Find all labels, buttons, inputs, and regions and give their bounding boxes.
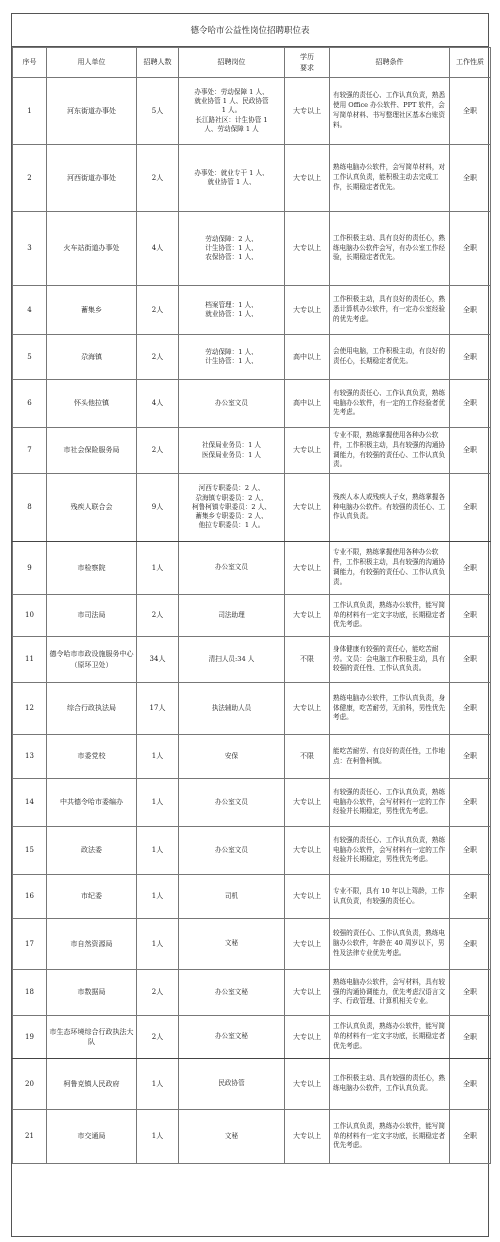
table-row: [13, 212, 491, 286]
cell-count: 2人: [137, 145, 179, 212]
cell-unit: 市交通局: [47, 1110, 137, 1164]
position-line: 办公室文员: [215, 797, 248, 806]
position-line: 劳动保障：1 人、: [205, 347, 258, 356]
position-line: 办公室文员: [215, 845, 248, 854]
table-row: [13, 380, 491, 428]
position-line: 计生协管：1 人、: [205, 357, 258, 365]
table-row: [13, 683, 491, 735]
cell-education: 大专以上: [285, 827, 330, 875]
position-line: 办事处：劳动保障 1 人、: [194, 87, 269, 96]
header-row: [13, 48, 491, 78]
cell-requirements: 工作认真负责，熟练办公软件，能写简单的材料有一定文字功底，长期稳定者优先考虑。: [330, 595, 450, 637]
position-line: 柯鲁柯镇专职委员：2 人、: [192, 502, 271, 511]
position-line: 文秘: [224, 939, 239, 948]
cell-seq: 2: [13, 145, 47, 212]
cell-position: [179, 919, 285, 970]
cell-count: 2人: [137, 428, 179, 474]
position-line: 就业协管 1 人、: [207, 178, 256, 186]
position-line: 办公室文秘: [215, 987, 248, 996]
table-title: 德令哈市公益性岗位招聘职位表: [12, 14, 488, 47]
cell-nature: 全职: [450, 428, 491, 474]
table-row: [13, 78, 491, 145]
cell-position: [179, 735, 285, 779]
position-line: 办公室文员: [215, 563, 248, 572]
position-line: 安保: [224, 751, 239, 760]
cell-education: 高中以上: [285, 380, 330, 428]
header-education: 学历 要求: [285, 48, 330, 78]
cell-education: 大专以上: [285, 970, 330, 1016]
cell-seq: 13: [13, 735, 47, 779]
table-row: [13, 827, 491, 875]
cell-education: 大专以上: [285, 779, 330, 827]
cell-unit: 市生态环境综合行政执法大队: [47, 1016, 137, 1059]
position-line: 他拉专职委员：1 人。: [198, 521, 265, 530]
cell-requirements: 有较强的责任心、工作认真负责，熟练电脑办公软件，会写材料有一定的工作经验并长期稳定，男性优先考虑。: [330, 779, 450, 827]
table-row: [13, 919, 491, 970]
cell-count: 9人: [137, 474, 179, 542]
cell-requirements: 专业不限，熟练掌握使用各种办公软件，工作积极主动，具有较强的沟通协调能力，有较强的责任心、工作认真负责。: [330, 542, 450, 595]
position-line: 人、劳动保障 1 人: [204, 124, 259, 133]
cell-seq: 11: [13, 637, 47, 683]
cell-education: 大专以上: [285, 875, 330, 919]
cell-count: 1人: [137, 735, 179, 779]
cell-count: 2人: [137, 970, 179, 1016]
cell-count: 2人: [137, 335, 179, 380]
cell-nature: 全职: [450, 542, 491, 595]
cell-count: 17人: [137, 683, 179, 735]
cell-education: 大专以上: [285, 286, 330, 335]
position-line: 1 人。: [221, 106, 242, 115]
cell-position: [179, 1110, 285, 1164]
cell-requirements: 工作认真负责，熟练办公软件，能写简单的材料有一定文字功底，长期稳定者优先考虑。: [330, 1016, 450, 1059]
cell-nature: 全职: [450, 212, 491, 286]
cell-count: 1人: [137, 919, 179, 970]
cell-education: 不限: [285, 735, 330, 779]
cell-nature: 全职: [450, 827, 491, 875]
cell-requirements: 工作积极主动，具有良好的责任心，熟悉计算机办公软件，有一定办公室经验的优先考虑。: [330, 286, 450, 335]
cell-unit: 中共德令哈市委编办: [47, 779, 137, 827]
position-line: 文秘: [224, 1131, 239, 1140]
cell-unit: 市检察院: [47, 542, 137, 595]
cell-position: [179, 474, 285, 542]
cell-unit: 市纪委: [47, 875, 137, 919]
cell-education: 不限: [285, 637, 330, 683]
cell-requirements: 残疾人本人或残疾人子女，熟练掌握各种电脑办公软件。有较强的责任心、工作认真负责。: [330, 474, 450, 542]
cell-count: 4人: [137, 380, 179, 428]
cell-requirements: 有较强的责任心、工作认真负责，熟练电脑办公软件，有一定的工作经验者优先考虑。: [330, 380, 450, 428]
table-row: [13, 779, 491, 827]
cell-count: 1人: [137, 779, 179, 827]
cell-requirements: 工作积极主动、具有良好的责任心，熟练电脑办公软件会写，有办公室工作经验，长期稳定者优先。: [330, 212, 450, 286]
cell-nature: 全职: [450, 474, 491, 542]
cell-nature: 全职: [450, 970, 491, 1016]
table-row: [13, 595, 491, 637]
cell-nature: 全职: [450, 1059, 491, 1110]
header-seq: 序号: [13, 48, 47, 78]
cell-requirements: 有较强的责任心、工作认真负责，熟悉使用 Office 办公软件、PPT 软件，会写简单材料、书写整理社区基本台账资料。: [330, 78, 450, 145]
position-line: 蓄集乡专职委员：2 人、: [195, 512, 268, 521]
cell-requirements: 能吃苦耐劳、有良好的责任性，工作地点：在柯鲁柯镇。: [330, 735, 450, 779]
cell-unit: 政法委: [47, 827, 137, 875]
cell-position: [179, 380, 285, 428]
cell-position: [179, 78, 285, 145]
position-line: 办公室文员: [215, 398, 248, 407]
position-line: 民政协管: [218, 1079, 245, 1088]
position-line: 档案管理：1 人、: [205, 300, 258, 309]
cell-education: 大专以上: [285, 145, 330, 212]
cell-count: 1人: [137, 827, 179, 875]
cell-seq: 20: [13, 1059, 47, 1110]
recruitment-table-sheet: [11, 13, 489, 1237]
cell-education: 大专以上: [285, 683, 330, 735]
table-row: [13, 335, 491, 380]
cell-position: [179, 683, 285, 735]
positions-table: [12, 47, 491, 1164]
cell-seq: 9: [13, 542, 47, 595]
table-row: [13, 1016, 491, 1059]
cell-requirements: 熟练电脑办公软件，工作认真负责，身体健康，吃苦耐劳，无前科，男性优先考虑。: [330, 683, 450, 735]
cell-count: 1人: [137, 1059, 179, 1110]
table-row: [13, 1059, 491, 1110]
position-line: 就业协管 1 人、民政协管: [194, 97, 269, 106]
cell-seq: 6: [13, 380, 47, 428]
cell-position: [179, 637, 285, 683]
table-row: [13, 637, 491, 683]
cell-seq: 10: [13, 595, 47, 637]
table-row: [13, 474, 491, 542]
position-line: 农保协管：1 人、: [205, 253, 258, 262]
cell-requirements: 熟练电脑办公软件，会写材料，具有较强的沟通协调能力，优先考虑汉语言文字、行政管理、计算机相关专业。: [330, 970, 450, 1016]
cell-nature: 全职: [450, 78, 491, 145]
cell-nature: 全职: [450, 735, 491, 779]
cell-requirements: 专业不限，具有 10 年以上驾龄，工作认真负责，有较强的责任心。: [330, 875, 450, 919]
cell-education: 大专以上: [285, 1059, 330, 1110]
position-line: 清扫人员:34 人: [208, 654, 255, 663]
cell-unit: 火车站街道办事处: [47, 212, 137, 286]
cell-seq: 12: [13, 683, 47, 735]
table-row: [13, 970, 491, 1016]
position-line: 司法助理: [218, 610, 245, 619]
cell-unit: 河西街道办事处: [47, 145, 137, 212]
cell-unit: 市数据局: [47, 970, 137, 1016]
cell-unit: 市委党校: [47, 735, 137, 779]
cell-count: 1人: [137, 875, 179, 919]
table-row: [13, 542, 491, 595]
header-count: 招聘人数: [137, 48, 179, 78]
cell-nature: 全职: [450, 1110, 491, 1164]
cell-education: 大专以上: [285, 542, 330, 595]
position-line: 司机: [224, 891, 239, 900]
cell-requirements: 工作认真负责，熟练办公软件，能写简单的材料有一定文字功底，长期稳定者优先考虑。: [330, 1110, 450, 1164]
cell-requirements: 会使用电脑，工作积极主动，有良好的责任心，长期稳定者优先。: [330, 335, 450, 380]
cell-nature: 全职: [450, 380, 491, 428]
cell-position: [179, 827, 285, 875]
cell-seq: 16: [13, 875, 47, 919]
cell-seq: 21: [13, 1110, 47, 1164]
cell-unit: 市自然资源局: [47, 919, 137, 970]
cell-position: [179, 875, 285, 919]
cell-count: 1人: [137, 542, 179, 595]
cell-unit: 市司法局: [47, 595, 137, 637]
table-row: [13, 286, 491, 335]
position-line: 社保局业务员：1 人: [201, 441, 262, 450]
cell-count: 2人: [137, 595, 179, 637]
cell-seq: 8: [13, 474, 47, 542]
cell-seq: 1: [13, 78, 47, 145]
header-requirements: 招聘条件: [330, 48, 450, 78]
position-line: 就业协管：1 人、: [205, 310, 258, 318]
cell-education: 大专以上: [285, 595, 330, 637]
cell-requirements: 熟练电脑办公软件，会写简单材料，对工作认真负责，能积极主动去完成工作，长期稳定者优先。: [330, 145, 450, 212]
cell-seq: 17: [13, 919, 47, 970]
cell-nature: 全职: [450, 1016, 491, 1059]
cell-seq: 3: [13, 212, 47, 286]
cell-requirements: 专业不限，熟练掌握使用各种办公软件，工作积极主动，具有较强的沟通协调能力，有较强的责任心、工作认真负责。: [330, 428, 450, 474]
cell-nature: 全职: [450, 637, 491, 683]
header-unit: 用人单位: [47, 48, 137, 78]
cell-nature: 全职: [450, 683, 491, 735]
cell-position: [179, 335, 285, 380]
cell-nature: 全职: [450, 145, 491, 212]
cell-nature: 全职: [450, 335, 491, 380]
position-line: 长江路社区：计生协管 1: [195, 115, 268, 124]
cell-count: 1人: [137, 1110, 179, 1164]
table-row: [13, 428, 491, 474]
cell-seq: 18: [13, 970, 47, 1016]
cell-nature: 全职: [450, 286, 491, 335]
cell-count: 2人: [137, 286, 179, 335]
cell-education: 大专以上: [285, 919, 330, 970]
cell-position: [179, 286, 285, 335]
cell-seq: 4: [13, 286, 47, 335]
cell-unit: 残疾人联合会: [47, 474, 137, 542]
cell-unit: 德令哈市市政设施服务中心（原环卫处）: [47, 637, 137, 683]
cell-unit: 柯鲁克镇人民政府: [47, 1059, 137, 1110]
cell-education: 大专以上: [285, 1016, 330, 1059]
table-row: [13, 875, 491, 919]
cell-requirements: 身体健康有较强的责任心，能吃苦耐劳。文员：会电脑工作积极主动，具有较强的责任性、工作认真负责。: [330, 637, 450, 683]
cell-unit: 尕海镇: [47, 335, 137, 380]
position-line: 办公室文秘: [215, 1032, 248, 1041]
cell-count: 34人: [137, 637, 179, 683]
header-nature: 工作性质: [450, 48, 491, 78]
cell-education: 大专以上: [285, 78, 330, 145]
cell-unit: 蓄集乡: [47, 286, 137, 335]
table-row: [13, 145, 491, 212]
cell-nature: 全职: [450, 919, 491, 970]
table-row: [13, 735, 491, 779]
table-row: [13, 1110, 491, 1164]
position-line: 执法辅助人员: [211, 703, 252, 712]
position-line: 河西专职委员：2 人、: [198, 484, 265, 493]
position-line: 计生协管：1 人、: [205, 243, 258, 252]
cell-position: [179, 428, 285, 474]
position-line: 劳动保障：2 人、: [205, 234, 258, 243]
cell-seq: 7: [13, 428, 47, 474]
cell-requirements: 有较强的责任心、工作认真负责，熟练电脑办公软件，会写材料有一定的工作经验并长期稳定，男性优先考虑。: [330, 827, 450, 875]
cell-requirements: 工作积极主动、具有较强的责任心，熟练电脑办公软件，工作认真负责。: [330, 1059, 450, 1110]
cell-count: 5人: [137, 78, 179, 145]
cell-position: [179, 212, 285, 286]
header-position: 招聘岗位: [179, 48, 285, 78]
cell-position: [179, 145, 285, 212]
cell-seq: 15: [13, 827, 47, 875]
cell-unit: 河东街道办事处: [47, 78, 137, 145]
cell-unit: 市社会保险服务局: [47, 428, 137, 474]
cell-position: [179, 1016, 285, 1059]
cell-education: 大专以上: [285, 1110, 330, 1164]
cell-seq: 19: [13, 1016, 47, 1059]
cell-nature: 全职: [450, 779, 491, 827]
cell-education: 大专以上: [285, 428, 330, 474]
cell-education: 高中以上: [285, 335, 330, 380]
position-line: 办事处：就业专干 1 人、: [194, 168, 269, 177]
cell-seq: 14: [13, 779, 47, 827]
cell-education: 大专以上: [285, 474, 330, 542]
cell-position: [179, 970, 285, 1016]
cell-position: [179, 779, 285, 827]
cell-count: 4人: [137, 212, 179, 286]
cell-position: [179, 542, 285, 595]
cell-education: 大专以上: [285, 212, 330, 286]
cell-nature: 全职: [450, 875, 491, 919]
cell-unit: 综合行政执法局: [47, 683, 137, 735]
cell-position: [179, 595, 285, 637]
cell-nature: 全职: [450, 595, 491, 637]
cell-count: 2人: [137, 1016, 179, 1059]
cell-unit: 怀头他拉镇: [47, 380, 137, 428]
cell-position: [179, 1059, 285, 1110]
cell-seq: 5: [13, 335, 47, 380]
position-line: 尕海镇专职委员：2 人、: [195, 493, 268, 502]
position-line: 医保局业务员：1 人: [201, 450, 262, 459]
cell-requirements: 较强的责任心、工作认真负责，熟练电脑办公软件，年龄在 40 周岁以下，男性及法律专业优先考虑。: [330, 919, 450, 970]
